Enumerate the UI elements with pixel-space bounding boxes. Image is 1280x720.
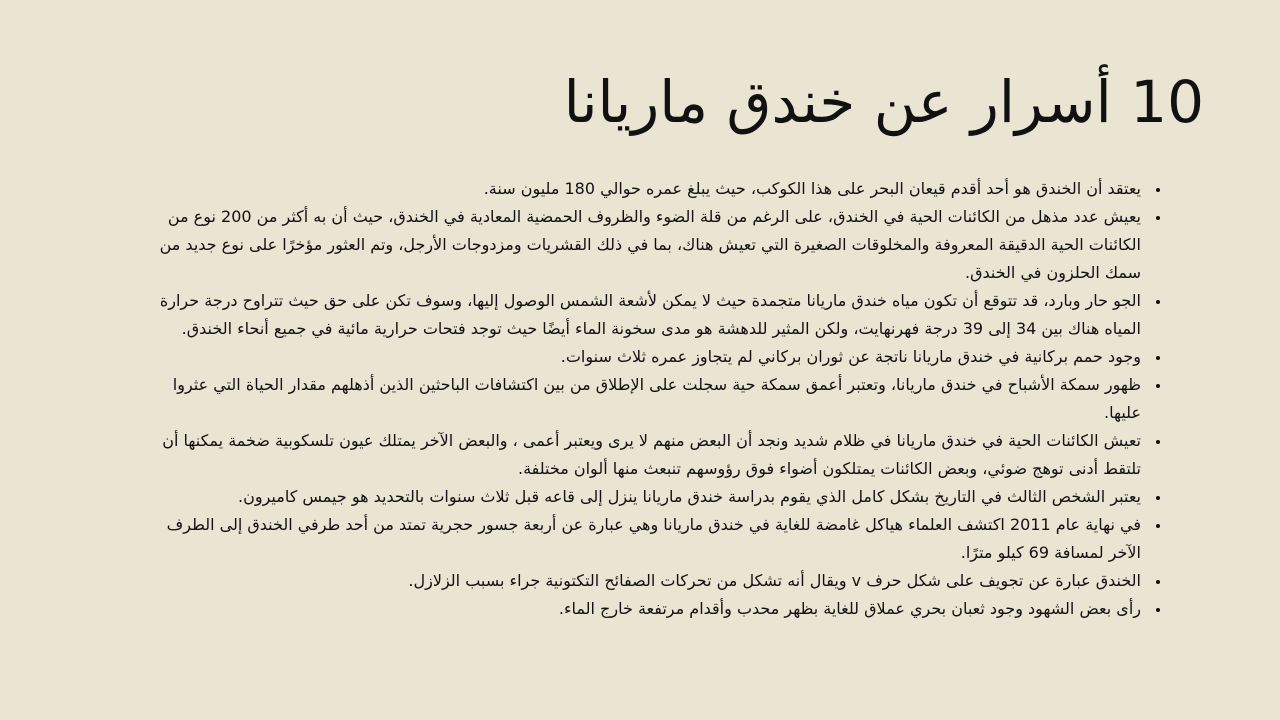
bullet-item-10: • رأى بعض الشهود وجود ثعبان بحري عملاق للغاية بظهر محدب وأقدام مرتفعة خارج الماء. — [145, 595, 1145, 623]
bullet-item-4: • وجود حمم بركانية في خندق ماريانا ناتجة عن ثوران بركاني لم يتجاوز عمره ثلاث سنوات. — [145, 343, 1145, 371]
slide-title: 10 أسرار عن خندق ماريانا — [563, 68, 1204, 136]
bullet-list — [145, 175, 1145, 623]
bullet-item-7: • يعتبر الشخص الثالث في التاريخ بشكل كامل الذي يقوم بدراسة خندق ماريانا ينزل إلى قاعه قبل ثلاث سنوات بالتحديد هو جيمس كاميرون. — [145, 483, 1145, 511]
bullet-item-2: • يعيش عدد مذهل من الكائنات الحية في الخندق، على الرغم من قلة الضوء والظروف الحمضية المعادية في الخندق، حيث أن به أكثر من 200 نوع من الكائنات الحية الدقيقة المعروفة والمخلوقات الصغيرة التي تعيش هناك، بما في ذلك القشريات ومزدوجات الأرجل، وتم العثور مؤخرًا على نوع جديد من سمك الحلزون في الخندق. — [145, 203, 1145, 287]
bullet-item-1: • يعتقد أن الخندق هو أحد أقدم قيعان البحر على هذا الكوكب، حيث يبلغ عمره حوالي 180 مليون سنة. — [145, 175, 1145, 203]
bullet-item-3: • الجو حار وبارد، قد تتوقع أن تكون مياه خندق ماريانا متجمدة حيث لا يمكن لأشعة الشمس الوصول إليها، وسوف تكن على حق حيث تتراوح درجة حرارة المياه هناك بين 34 إلى 39 درجة فهرنهايت، ولكن المثير للدهشة هو مدى سخونة الماء أيضًا حيث توجد فتحات حرارية مائية في جميع أنحاء الخندق. — [145, 287, 1145, 343]
bullet-item-5: • ظهور سمكة الأشباح في خندق ماريانا، وتعتبر أعمق سمكة حية سجلت على الإطلاق من بين اكتشافات الباحثين الذين أذهلهم مقدار الحياة التي عثروا عليها. — [145, 371, 1145, 427]
bullet-item-6: • تعيش الكائنات الحية في خندق ماريانا في ظلام شديد ونجد أن البعض منهم لا يرى ويعتبر أعمى ، والبعض الآخر يمتلك عيون تلسكوبية ضخمة يمكنها أن تلتقط أدنى توهج ضوئي، وبعض الكائنات يمتلكون أضواء فوق رؤوسهم تنبعث منها ألوان مختلفة. — [145, 427, 1145, 483]
bullet-item-8: • في نهاية عام 2011 اكتشف العلماء هياكل غامضة للغاية في خندق ماريانا وهي عبارة عن أربعة جسور حجرية تمتد من أحد طرفي الخندق إلى الطرف الآخر لمسافة 69 كيلو مترًا. — [145, 511, 1145, 567]
bullet-item-9: • الخندق عبارة عن تجويف على شكل حرف v ويقال أنه تشكل من تحركات الصفائح التكتونية جراء بسبب الزلازل. — [145, 567, 1145, 595]
